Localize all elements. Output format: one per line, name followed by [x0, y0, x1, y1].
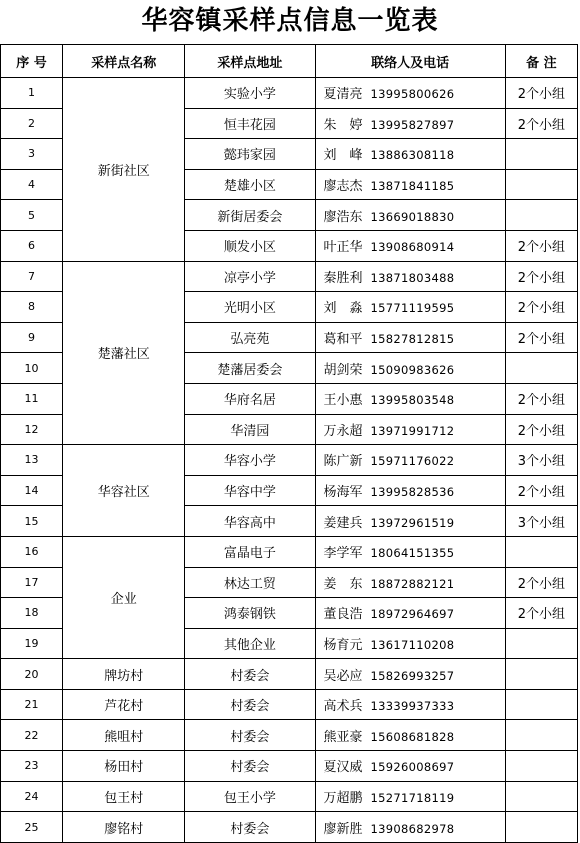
group-name: 杨田村 [63, 751, 185, 782]
row-contact [315, 475, 505, 506]
row-note: 2个小组 [505, 292, 577, 323]
row-seq: 25 [1, 812, 63, 843]
row-note: 2个小组 [505, 108, 577, 139]
contact-person: 廖新胜 [323, 821, 363, 837]
contact-phone: 18972964697 [370, 607, 455, 622]
row-address: 鸿泰钢铁 [185, 598, 315, 629]
row-address: 村委会 [185, 812, 315, 843]
row-contact [315, 108, 505, 139]
row-seq: 15 [1, 506, 63, 537]
group-name: 熊咀村 [63, 720, 185, 751]
row-contact [315, 230, 505, 261]
contact-phone: 15608681828 [370, 729, 455, 744]
contact-person: 朱 婷 [323, 117, 363, 133]
row-seq: 20 [1, 659, 63, 690]
row-contact [315, 383, 505, 414]
table-row [1, 659, 578, 690]
row-seq: 2 [1, 108, 63, 139]
row-seq: 17 [1, 567, 63, 598]
row-note: 2个小组 [505, 567, 577, 598]
contact-person: 叶正华 [323, 240, 363, 256]
contact-phone: 15827812815 [370, 332, 455, 347]
contact-phone: 13871841185 [370, 179, 455, 194]
row-address: 光明小区 [185, 292, 315, 323]
row-address: 楚雄小区 [185, 169, 315, 200]
row-contact [315, 751, 505, 782]
row-seq: 12 [1, 414, 63, 445]
row-note: 2个小组 [505, 475, 577, 506]
row-seq: 21 [1, 689, 63, 720]
header-contact: 联络人及电话 [315, 45, 505, 78]
row-address: 其他企业 [185, 628, 315, 659]
contact-person: 姜 东 [323, 576, 363, 592]
row-seq: 11 [1, 383, 63, 414]
table-row [1, 720, 578, 751]
row-address: 华容小学 [185, 445, 315, 476]
table-row [1, 261, 578, 292]
row-address: 华容中学 [185, 475, 315, 506]
contact-person: 万超鹏 [323, 790, 363, 806]
contact-phone: 13995828536 [370, 485, 455, 500]
table-row [1, 689, 578, 720]
sampling-points-table [0, 44, 578, 843]
row-note: 2个小组 [505, 230, 577, 261]
row-contact [315, 689, 505, 720]
row-address: 富晶电子 [185, 536, 315, 567]
group-name: 廖铭村 [63, 812, 185, 843]
contact-phone: 13339937333 [370, 699, 455, 714]
contact-person: 吴必应 [323, 668, 363, 684]
row-seq: 4 [1, 169, 63, 200]
row-contact [315, 200, 505, 231]
page-title: 华容镇采样点信息一览表 [141, 6, 439, 36]
row-contact [315, 322, 505, 353]
row-note [505, 200, 577, 231]
contact-phone: 13995800626 [370, 87, 455, 102]
row-contact [315, 445, 505, 476]
contact-person: 万永超 [323, 423, 363, 439]
group-name: 新街社区 [63, 78, 185, 262]
row-contact [315, 506, 505, 537]
row-seq: 9 [1, 322, 63, 353]
row-seq: 6 [1, 230, 63, 261]
row-note: 3个小组 [505, 506, 577, 537]
row-address: 弘亮苑 [185, 322, 315, 353]
row-seq: 18 [1, 598, 63, 629]
contact-phone: 15090983626 [370, 362, 455, 377]
row-seq: 22 [1, 720, 63, 751]
contact-phone: 15826993257 [370, 668, 455, 683]
contact-person: 夏汉威 [323, 760, 363, 776]
row-note [505, 689, 577, 720]
contact-person: 刘 淼 [323, 301, 363, 317]
row-seq: 14 [1, 475, 63, 506]
row-contact [315, 720, 505, 751]
row-contact [315, 628, 505, 659]
contact-person: 胡剑荣 [323, 362, 363, 378]
contact-phone: 18064151355 [370, 546, 455, 561]
row-note: 3个小组 [505, 445, 577, 476]
row-address: 新街居委会 [185, 200, 315, 231]
group-name: 企业 [63, 536, 185, 658]
row-note [505, 536, 577, 567]
contact-phone: 15926008697 [370, 760, 455, 775]
contact-person: 李学军 [323, 546, 363, 562]
contact-phone: 13995803548 [370, 393, 455, 408]
header-note: 备 注 [505, 45, 577, 78]
row-note: 2个小组 [505, 78, 577, 109]
row-seq: 5 [1, 200, 63, 231]
row-note [505, 659, 577, 690]
row-seq: 10 [1, 353, 63, 384]
row-note: 2个小组 [505, 383, 577, 414]
row-address: 村委会 [185, 720, 315, 751]
contact-person: 姜建兵 [323, 515, 363, 531]
row-seq: 13 [1, 445, 63, 476]
group-name: 包王村 [63, 781, 185, 812]
row-note [505, 353, 577, 384]
row-address: 顺发小区 [185, 230, 315, 261]
contact-person: 高术兵 [323, 699, 363, 715]
contact-person: 刘 峰 [323, 148, 363, 164]
row-address: 林达工贸 [185, 567, 315, 598]
row-note: 2个小组 [505, 261, 577, 292]
contact-person: 陈广新 [323, 454, 363, 470]
row-address: 华容高中 [185, 506, 315, 537]
contact-person: 廖志杰 [323, 179, 363, 195]
contact-person: 熊亚豪 [323, 729, 363, 745]
contact-phone: 13669018830 [370, 209, 455, 224]
contact-person: 葛和平 [323, 332, 363, 348]
row-seq: 3 [1, 139, 63, 170]
row-address: 实验小学 [185, 78, 315, 109]
header-seq: 序 号 [1, 45, 63, 78]
row-note [505, 139, 577, 170]
group-name: 芦花村 [63, 689, 185, 720]
table-row [1, 445, 578, 476]
table-row [1, 78, 578, 109]
contact-phone: 13995827897 [370, 117, 455, 132]
header-name: 采样点名称 [63, 45, 185, 78]
row-address: 凉亭小学 [185, 261, 315, 292]
contact-phone: 15271718119 [370, 790, 455, 805]
row-contact [315, 78, 505, 109]
row-contact [315, 414, 505, 445]
contact-phone: 13908682978 [370, 821, 455, 836]
contact-phone: 18872882121 [370, 576, 455, 591]
group-name: 牌坊村 [63, 659, 185, 690]
row-address: 楚藩居委会 [185, 353, 315, 384]
row-seq: 1 [1, 78, 63, 109]
row-seq: 16 [1, 536, 63, 567]
row-contact [315, 292, 505, 323]
row-contact [315, 169, 505, 200]
row-contact [315, 812, 505, 843]
group-name: 楚藩社区 [63, 261, 185, 445]
row-address: 包王小学 [185, 781, 315, 812]
row-note: 2个小组 [505, 322, 577, 353]
row-contact [315, 353, 505, 384]
contact-person: 秦胜利 [323, 270, 363, 286]
contact-phone: 13908680914 [370, 240, 455, 255]
table-row [1, 751, 578, 782]
row-contact [315, 598, 505, 629]
contact-person: 王小惠 [323, 393, 363, 409]
table-row [1, 536, 578, 567]
row-contact [315, 261, 505, 292]
row-contact [315, 781, 505, 812]
contact-phone: 13886308118 [370, 148, 455, 163]
contact-phone: 13617110208 [370, 637, 455, 652]
contact-phone: 13972961519 [370, 515, 455, 530]
row-address: 村委会 [185, 689, 315, 720]
row-address: 村委会 [185, 751, 315, 782]
row-note [505, 628, 577, 659]
row-contact [315, 139, 505, 170]
row-address: 村委会 [185, 659, 315, 690]
contact-phone: 13971991712 [370, 423, 455, 438]
row-note: 2个小组 [505, 598, 577, 629]
row-address: 懿玮家园 [185, 139, 315, 170]
header-addr: 采样点地址 [185, 45, 315, 78]
table-row [1, 781, 578, 812]
row-seq: 8 [1, 292, 63, 323]
row-contact [315, 659, 505, 690]
row-note [505, 812, 577, 843]
contact-phone: 15771119595 [370, 301, 455, 316]
contact-phone: 13871803488 [370, 270, 455, 285]
row-address: 华清园 [185, 414, 315, 445]
contact-person: 夏清亮 [323, 87, 363, 103]
row-note [505, 781, 577, 812]
row-seq: 19 [1, 628, 63, 659]
contact-person: 杨育元 [323, 637, 363, 653]
table-row [1, 812, 578, 843]
row-note [505, 169, 577, 200]
table-header-row [1, 45, 578, 78]
row-address: 恒丰花园 [185, 108, 315, 139]
row-note [505, 751, 577, 782]
row-contact [315, 567, 505, 598]
group-name: 华容社区 [63, 445, 185, 537]
contact-phone: 15971176022 [370, 454, 455, 469]
contact-person: 廖浩东 [323, 209, 363, 225]
contact-person: 董良浩 [323, 607, 363, 623]
contact-person: 杨海军 [323, 485, 363, 501]
row-address: 华府名居 [185, 383, 315, 414]
row-seq: 24 [1, 781, 63, 812]
row-seq: 7 [1, 261, 63, 292]
row-seq: 23 [1, 751, 63, 782]
row-contact [315, 536, 505, 567]
row-note [505, 720, 577, 751]
row-note: 2个小组 [505, 414, 577, 445]
